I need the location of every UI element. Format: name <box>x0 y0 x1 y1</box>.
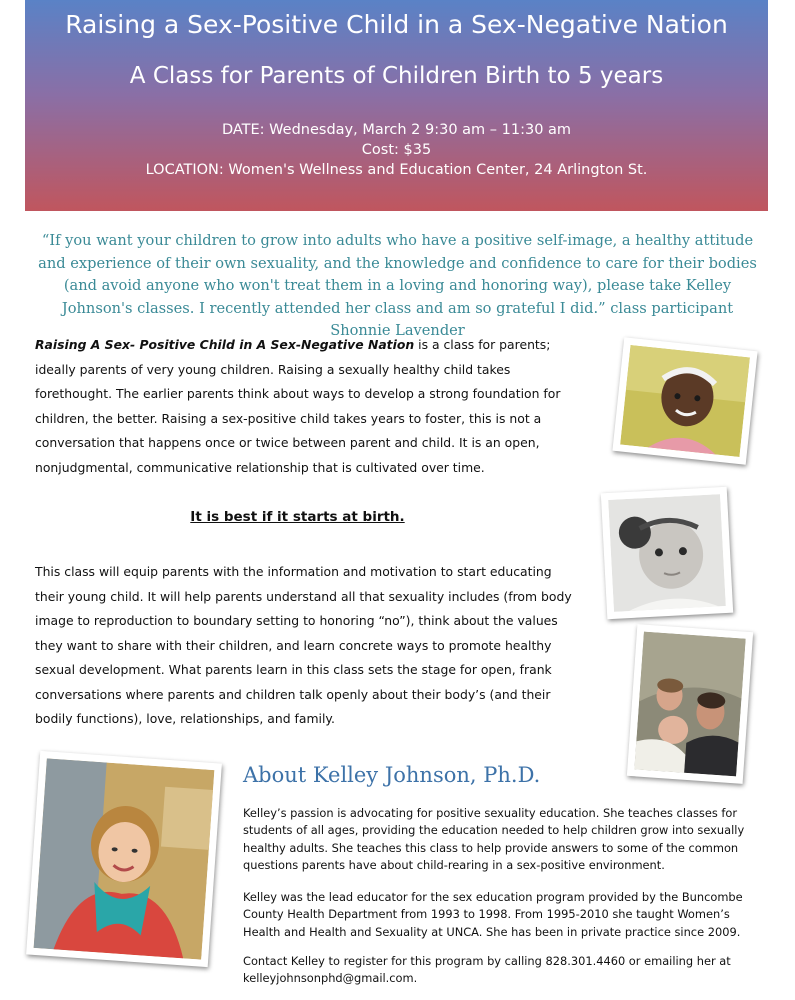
equip-paragraph: This class will equip parents with the information and motivation to start educating their young child. It will help parents understand all that sexuality includes (from body image to reproduction to boundary setting to honoring “no”), think about the values they want to share with their children, and learn concrete ways to promote healthy sexual development. What parents learn in this class sets the stage for open, frank conversations where parents and children talk openly about their body’s (and their bodily functions), love, relationships, and family. <box>35 564 572 726</box>
baby-photo <box>601 487 733 619</box>
contact-paragraph: Contact Kelley to register for this program by calling 828.301.4460 or emailing her at kelleyjohnsonphd@gmail.com. <box>243 954 731 986</box>
kelley-photo <box>26 751 222 967</box>
baby-image <box>608 494 726 612</box>
about-paragraph-1: Kelley’s passion is advocating for positive sexuality education. She teaches classes for students of all ages, providing the education needed to help children grow into sexually healthy adults. She teaches this class to help provide answers to some of the common questions parents have about child-rearing in a sex-positive environment. <box>243 806 745 872</box>
class-date: DATE: Wednesday, March 2 9:30 am – 11:30 am <box>221 122 572 138</box>
flyer-title: Raising a Sex-Positive Child in a Sex-Negative Nation <box>65 10 728 39</box>
flyer-subtitle: A Class for Parents of Children Birth to 5 years <box>129 63 664 89</box>
family-image <box>634 632 745 777</box>
header-banner <box>25 0 768 211</box>
intro-text: is a class for parents; ideally parents of very young children. Raising a sexually healthy child takes forethought. The earlier parents think about ways to develop a strong foundation for children, the better. Raising a sex-positive child takes years to foster, this is not a conversation that happens once or twice between parent and child. It is an open, nonjudgmental, communicative relationship that is cultivated over time. <box>35 337 561 475</box>
about-paragraph-2: Kelley was the lead educator for the sex education program provided by the Buncombe County Health Department from 1993 to 1998. From 1995-2010 she taught Women’s Health and Health and Sexuality at UNCA. She has been in private practice since 2009. <box>243 890 743 939</box>
toddler-image <box>620 345 750 457</box>
class-cost: Cost: $35 <box>361 142 432 158</box>
class-location: LOCATION: Women's Wellness and Education Center, 24 Arlington St. <box>145 162 648 178</box>
kelley-image <box>34 758 215 959</box>
testimonial-quote: “If you want your children to grow into adults who have a positive self-image, a healthy attitude and experience of their own sexuality, and the knowledge and confidence to care for their bodies (and avoid anyone who won't treat them in a loving and honoring way), please take Kelley Johnson's classes. I recently attended her class and am so grateful I did.” class participant Shonnie Lavender <box>38 232 757 339</box>
toddler-photo <box>612 337 757 464</box>
emphasis-heading: It is best if it starts at birth. <box>190 509 405 525</box>
about-heading: About Kelley Johnson, Ph.D. <box>243 763 541 787</box>
intro-paragraph <box>35 333 580 480</box>
intro-title: Raising A Sex- Positive Child in A Sex-Negative Nation <box>35 337 415 352</box>
family-photo <box>627 624 753 784</box>
